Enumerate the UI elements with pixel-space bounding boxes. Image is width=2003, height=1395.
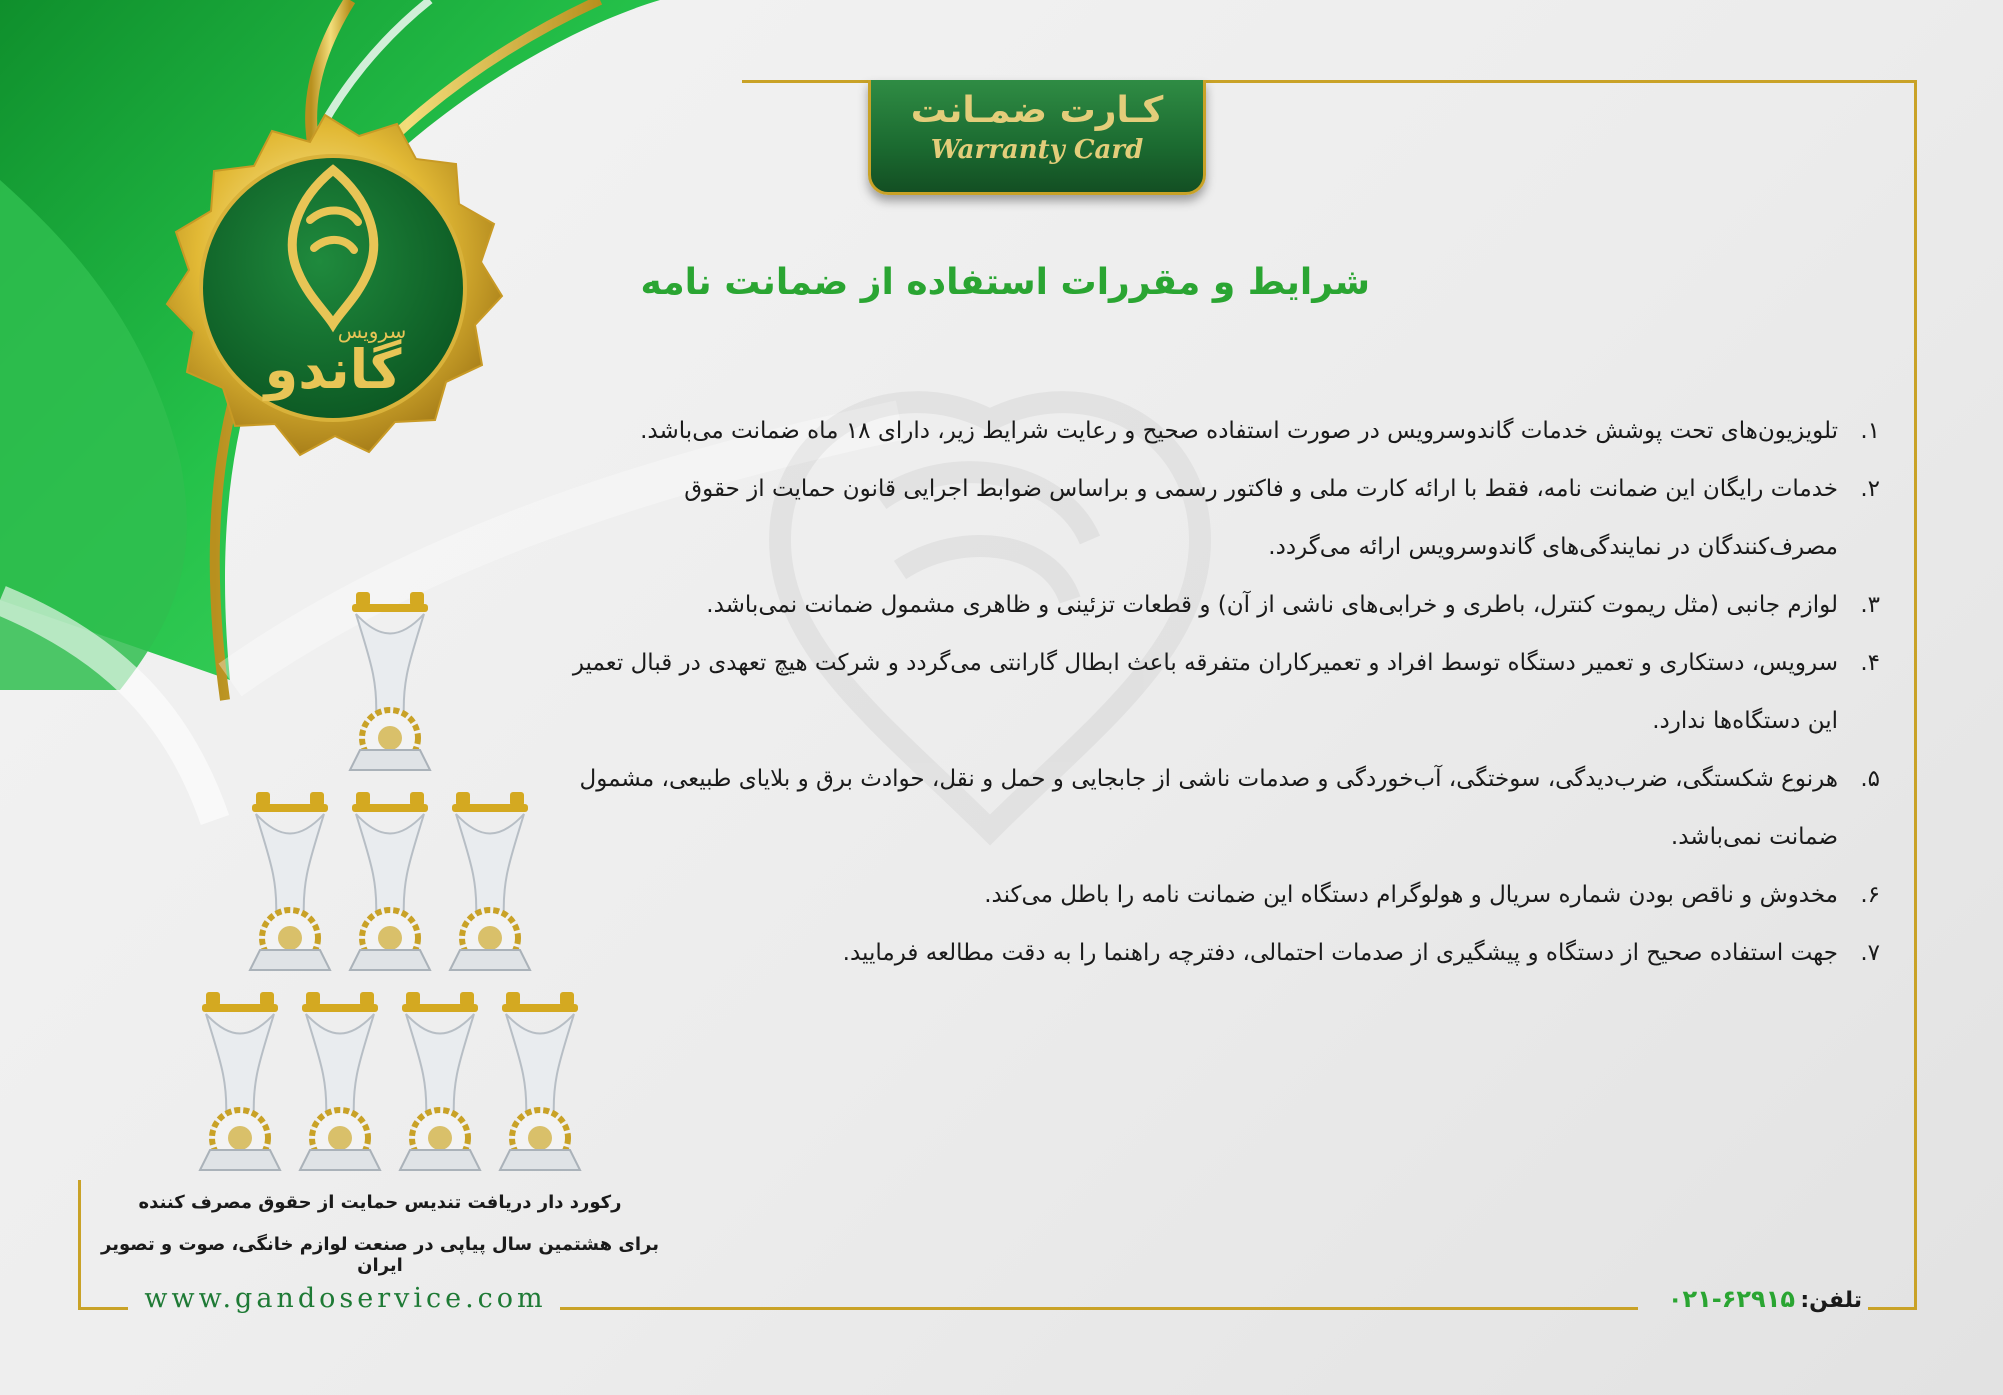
website-link[interactable]: www.gandoservice.com xyxy=(144,1283,547,1314)
awards-caption-line-2: برای هشتمین سال پیاپی در صنعت لوازم خانگی، صوت و تصویر ایران xyxy=(101,1234,659,1276)
term-item xyxy=(540,634,1880,750)
phone-label: تلفن: xyxy=(1800,1288,1862,1313)
term-text: جهت استفاده صحیح از دستگاه و پیشگیری از صدمات احتمالی، دفترچه راهنما را به دقت مطالعه فرمایید. xyxy=(842,940,1838,966)
terms-list xyxy=(540,402,1880,982)
term-text: خدمات رایگان این ضمانت نامه، فقط با ارائه کارت ملی و فاکتور رسمی و براساس ضوابط اجرایی قانون حمایت از حقوق مصرف‌کنندگان در نمایندگی‌های گاندوسرویس ارائه می‌گردد. xyxy=(684,476,1838,560)
logo-subtext: سرویس xyxy=(337,319,407,343)
term-text: هرنوع شکستگی، ضرب‌دیدگی، سوختگی، آب‌خوردگی و صدمات ناشی از جابجایی و حمل و نقل، حوادث برق و بلایای طبیعی، مشمول ضمانت نمی‌باشد. xyxy=(579,766,1838,850)
award-trophy xyxy=(350,792,430,970)
frame-right-line xyxy=(1914,80,1917,1310)
term-item xyxy=(540,866,1880,924)
term-number: ۲. xyxy=(1860,476,1880,502)
award-trophy xyxy=(350,592,430,770)
warranty-card-header xyxy=(868,80,1206,195)
term-text: لوازم جانبی (مثل ریموت کنترل، باطری و خرابی‌های ناشی از آن) و قطعات تزئینی و ظاهری مشمول ضمانت نمی‌باشد. xyxy=(706,592,1838,618)
award-trophy xyxy=(300,992,380,1170)
term-item xyxy=(540,750,1880,866)
term-number: ۵. xyxy=(1860,766,1880,792)
frame-bottom-left-line xyxy=(78,1307,128,1310)
frame-bottom-mid-line xyxy=(560,1307,1638,1310)
term-item xyxy=(540,402,1880,460)
term-item xyxy=(540,460,1880,576)
award-trophy xyxy=(250,792,330,970)
term-text: سرویس، دستکاری و تعمیر دستگاه توسط افراد و تعمیرکاران متفرقه باعث ابطال گارانتی می‌گردد و شرکت هیچ تعهدی در قبال تعمیر این دستگاه‌ها ندارد. xyxy=(572,650,1838,734)
award-trophy xyxy=(200,992,280,1170)
logo-text: گاندو xyxy=(264,338,402,401)
term-number: ۷. xyxy=(1860,940,1880,966)
brand-seal-logo xyxy=(110,110,540,500)
phone-number: ۰۲۱-۶۲۹۱۵ xyxy=(1667,1285,1795,1313)
term-text: تلویزیون‌های تحت پوشش خدمات گاندوسرویس در صورت استفاده صحیح و رعایت شرایط زیر، دارای ۱۸ ماه ضمانت می‌باشد. xyxy=(640,418,1838,444)
term-item xyxy=(540,924,1880,982)
header-title-fa: کـارت ضمـانت xyxy=(910,90,1164,131)
term-number: ۶. xyxy=(1860,882,1880,908)
header-title-en: Warranty Card xyxy=(930,135,1144,165)
term-number: ۱. xyxy=(1860,418,1880,444)
award-trophy xyxy=(400,992,480,1170)
awards-caption-line-1: رکورد دار دریافت تندیس حمایت از حقوق مصرف کننده xyxy=(138,1192,622,1213)
main-title: شرایط و مقررات استفاده از ضمانت نامه xyxy=(640,262,1370,303)
frame-bottom-right-line xyxy=(1868,1307,1917,1310)
term-item xyxy=(540,576,1880,634)
term-number: ۳. xyxy=(1860,592,1880,618)
award-trophies xyxy=(180,590,600,1180)
award-trophy xyxy=(500,992,580,1170)
award-trophy xyxy=(450,792,530,970)
term-text: مخدوش و ناقص بودن شماره سریال و هولوگرام دستگاه این ضمانت نامه را باطل می‌کند. xyxy=(984,882,1838,908)
term-number: ۴. xyxy=(1860,650,1880,676)
